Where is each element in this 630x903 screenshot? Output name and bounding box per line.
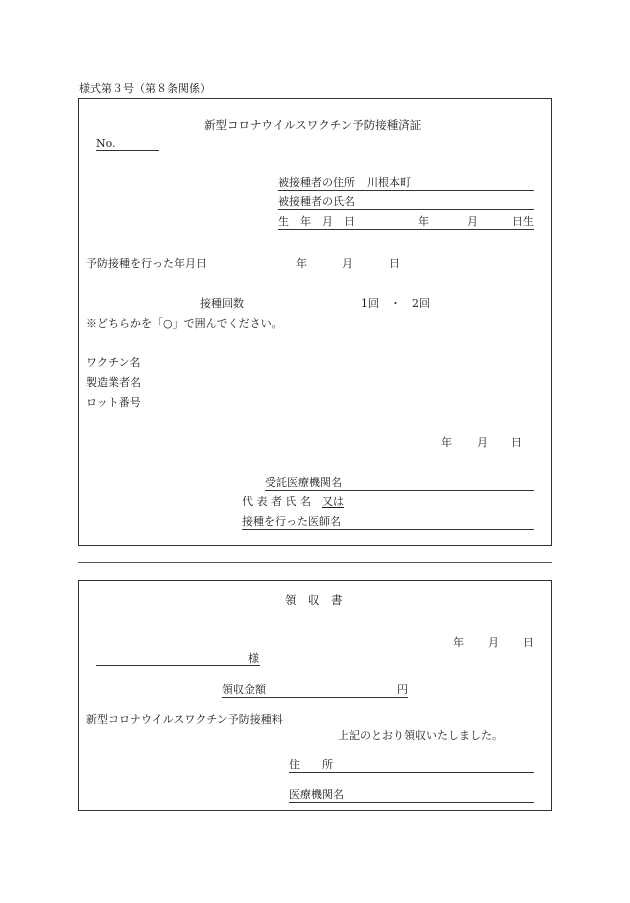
dob-label: 生 年 月 日 bbox=[278, 215, 355, 228]
certificate-number-line bbox=[96, 150, 159, 151]
receipt-title: 領 収 書 bbox=[285, 593, 343, 607]
vaccination-month: 月 bbox=[342, 257, 353, 270]
separator-line bbox=[78, 562, 552, 563]
address-label: 被接種者の住所 bbox=[278, 176, 355, 189]
address-value: 川根本町 bbox=[367, 176, 411, 189]
institution-label: 受託医療機関名 bbox=[265, 476, 342, 489]
vaccine-name-label: ワクチン名 bbox=[86, 356, 141, 369]
payer-name-line bbox=[96, 665, 260, 666]
address-line bbox=[278, 190, 534, 191]
currency-label: 円 bbox=[397, 683, 408, 696]
amount-line bbox=[222, 697, 408, 698]
receipt-month: 月 bbox=[488, 636, 499, 649]
receipt-statement: 上記のとおり領収いたしました。 bbox=[338, 729, 503, 742]
vaccination-day: 日 bbox=[389, 257, 400, 270]
receipt-address-line bbox=[289, 772, 534, 773]
dose-options: 1回 ・ 2回 bbox=[361, 297, 430, 310]
form-number-header: 様式第３号（第８条関係） bbox=[79, 82, 211, 95]
receipt-address-label: 住 所 bbox=[289, 758, 333, 771]
honorific: 様 bbox=[248, 652, 259, 665]
institution-line bbox=[265, 490, 534, 491]
dose-note: ※どちらかを「○」で囲んでください。 bbox=[86, 317, 283, 330]
lot-number-label: ロット番号 bbox=[86, 396, 141, 409]
representative-label: 代 表 者 氏 名 bbox=[242, 495, 311, 508]
recipient-name-label: 被接種者の氏名 bbox=[278, 195, 355, 208]
manufacturer-label: 製造業者名 bbox=[86, 376, 141, 389]
recipient-name-line bbox=[278, 209, 534, 210]
receipt bbox=[78, 580, 552, 811]
certificate-number-label: No. bbox=[96, 137, 116, 150]
dob-month: 月 bbox=[467, 215, 478, 228]
issue-month: 月 bbox=[477, 436, 488, 449]
issue-day: 日 bbox=[511, 436, 522, 449]
issue-year: 年 bbox=[441, 436, 452, 449]
doctor-line bbox=[242, 529, 534, 530]
dob-year: 年 bbox=[418, 215, 429, 228]
certificate-title: 新型コロナウイルスワクチン予防接種済証 bbox=[204, 118, 422, 132]
doctor-label: 接種を行った医師名 bbox=[242, 515, 341, 528]
dose-count-label: 接種回数 bbox=[200, 297, 244, 310]
receipt-day: 日 bbox=[523, 636, 534, 649]
vaccination-date-label: 予防接種を行った年月日 bbox=[86, 257, 207, 270]
dob-line bbox=[278, 229, 534, 230]
amount-label: 領収金額 bbox=[222, 683, 266, 696]
receipt-year: 年 bbox=[453, 636, 464, 649]
fee-item: 新型コロナウイルスワクチン予防接種料 bbox=[86, 713, 283, 726]
or-label: 又は bbox=[322, 495, 344, 508]
receipt-institution-line bbox=[289, 802, 534, 803]
vaccination-year: 年 bbox=[296, 257, 307, 270]
dob-day: 日生 bbox=[512, 215, 534, 228]
receipt-institution-label: 医療機関名 bbox=[289, 788, 344, 801]
